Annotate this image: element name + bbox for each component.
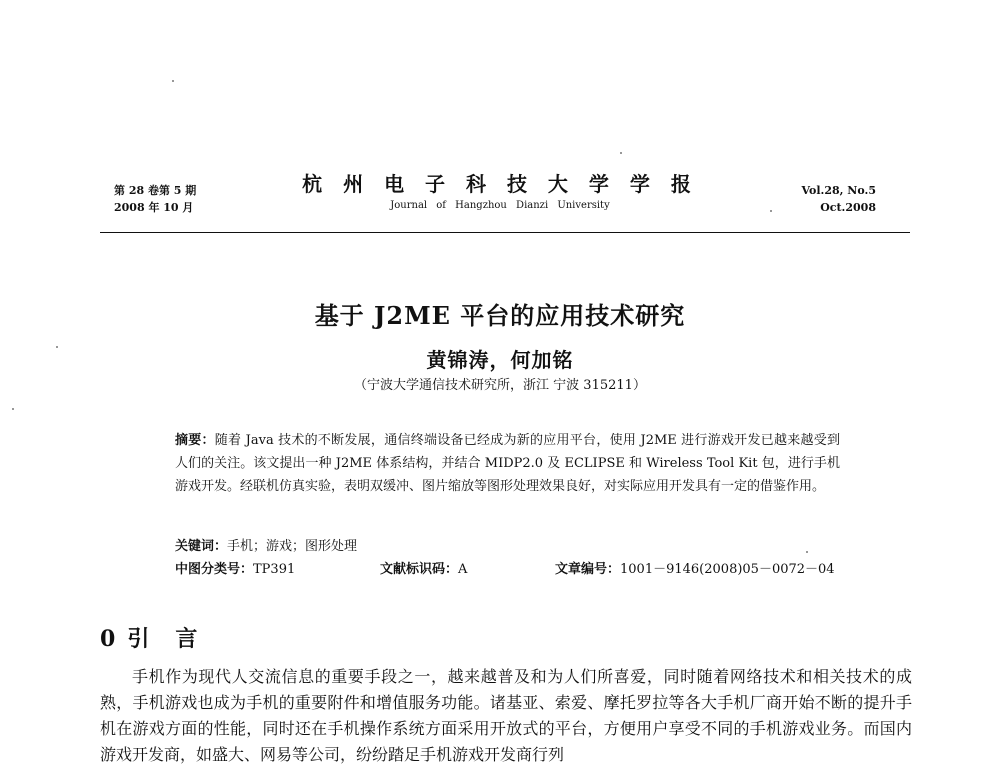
- volume-number: Vol.28, No.5: [801, 184, 876, 197]
- scan-speck: [770, 210, 772, 212]
- author-affiliation: （宁波大学通信技术研究所，浙江 宁波 315211）: [354, 378, 646, 393]
- paper-title: 基于 J2ME 平台的应用技术研究: [314, 301, 686, 330]
- classification: [175, 558, 295, 577]
- scan-speck: [620, 152, 622, 154]
- keywords: [175, 535, 357, 558]
- issue-date: 2008 年 10 月: [114, 201, 194, 214]
- abstract-label: 摘要：: [175, 433, 215, 448]
- section-title-part-2: 言: [175, 626, 198, 652]
- article-number: [555, 558, 835, 577]
- section-number: 0: [100, 626, 116, 652]
- classification-value: TP391: [253, 562, 296, 577]
- scan-speck: [12, 408, 14, 410]
- scan-speck: [806, 551, 808, 553]
- article-number-label: 文章编号：: [555, 562, 621, 577]
- body-text: [100, 664, 912, 768]
- document-code-value: A: [458, 562, 468, 577]
- keywords-label: 关键词：: [175, 539, 228, 554]
- article-number-value: 1001－9146(2008)05－0072－04: [620, 562, 835, 577]
- journal-name-cn: 杭 州 电 子 科 技 大 学 学 报: [302, 172, 698, 196]
- document-code: [380, 558, 467, 577]
- scan-speck: [172, 80, 174, 82]
- section-heading: [100, 622, 197, 653]
- paper-authors: 黄锦涛，何加铭: [426, 348, 574, 372]
- classification-label: 中图分类号：: [175, 562, 254, 577]
- abstract-text: 随着 Java 技术的不断发展，通信终端设备已经成为新的应用平台，使用 J2ME 进行游戏开发已越来越受到人们的关注。该文提出一种 J2ME 体系结构，并结合 MIDP2.0 及 ECLIPSE 和 Wireless Tool Kit 包，进行手机游戏开发。经联机仿真实验，表明双缓冲、图片缩放等图形处理效果良好，对实际应用开发具有一定的借鉴作用。: [175, 433, 840, 494]
- volume-info: [801, 182, 876, 216]
- issue-volume: 第 28 卷第 5 期: [114, 184, 197, 197]
- header-rule: [100, 232, 910, 233]
- volume-date: Oct.2008: [820, 201, 876, 214]
- document-code-label: 文献标识码：: [380, 562, 459, 577]
- keywords-text: 手机；游戏；图形处理: [227, 539, 358, 554]
- scan-speck: [56, 346, 58, 348]
- body-paragraph: 手机作为现代人交流信息的重要手段之一，越来越普及和为人们所喜爱，同时随着网络技术和相关技术的成熟，手机游戏也成为手机的重要附件和增值服务功能。诸基亚、索爱、摩托罗拉等各大手机厂商开始不断的提升手机在游戏方面的性能，同时还在手机操作系统方面采用开放式的平台，方便用户享受不同的手机游戏业务。而国内游戏开发商，如盛大、网易等公司，纷纷踏足手机游戏开发商行列: [100, 667, 912, 764]
- section-title-part-1: 引: [127, 626, 150, 652]
- abstract: [175, 429, 840, 498]
- journal-name-en: Journal of Hangzhou Dianzi University: [390, 200, 610, 211]
